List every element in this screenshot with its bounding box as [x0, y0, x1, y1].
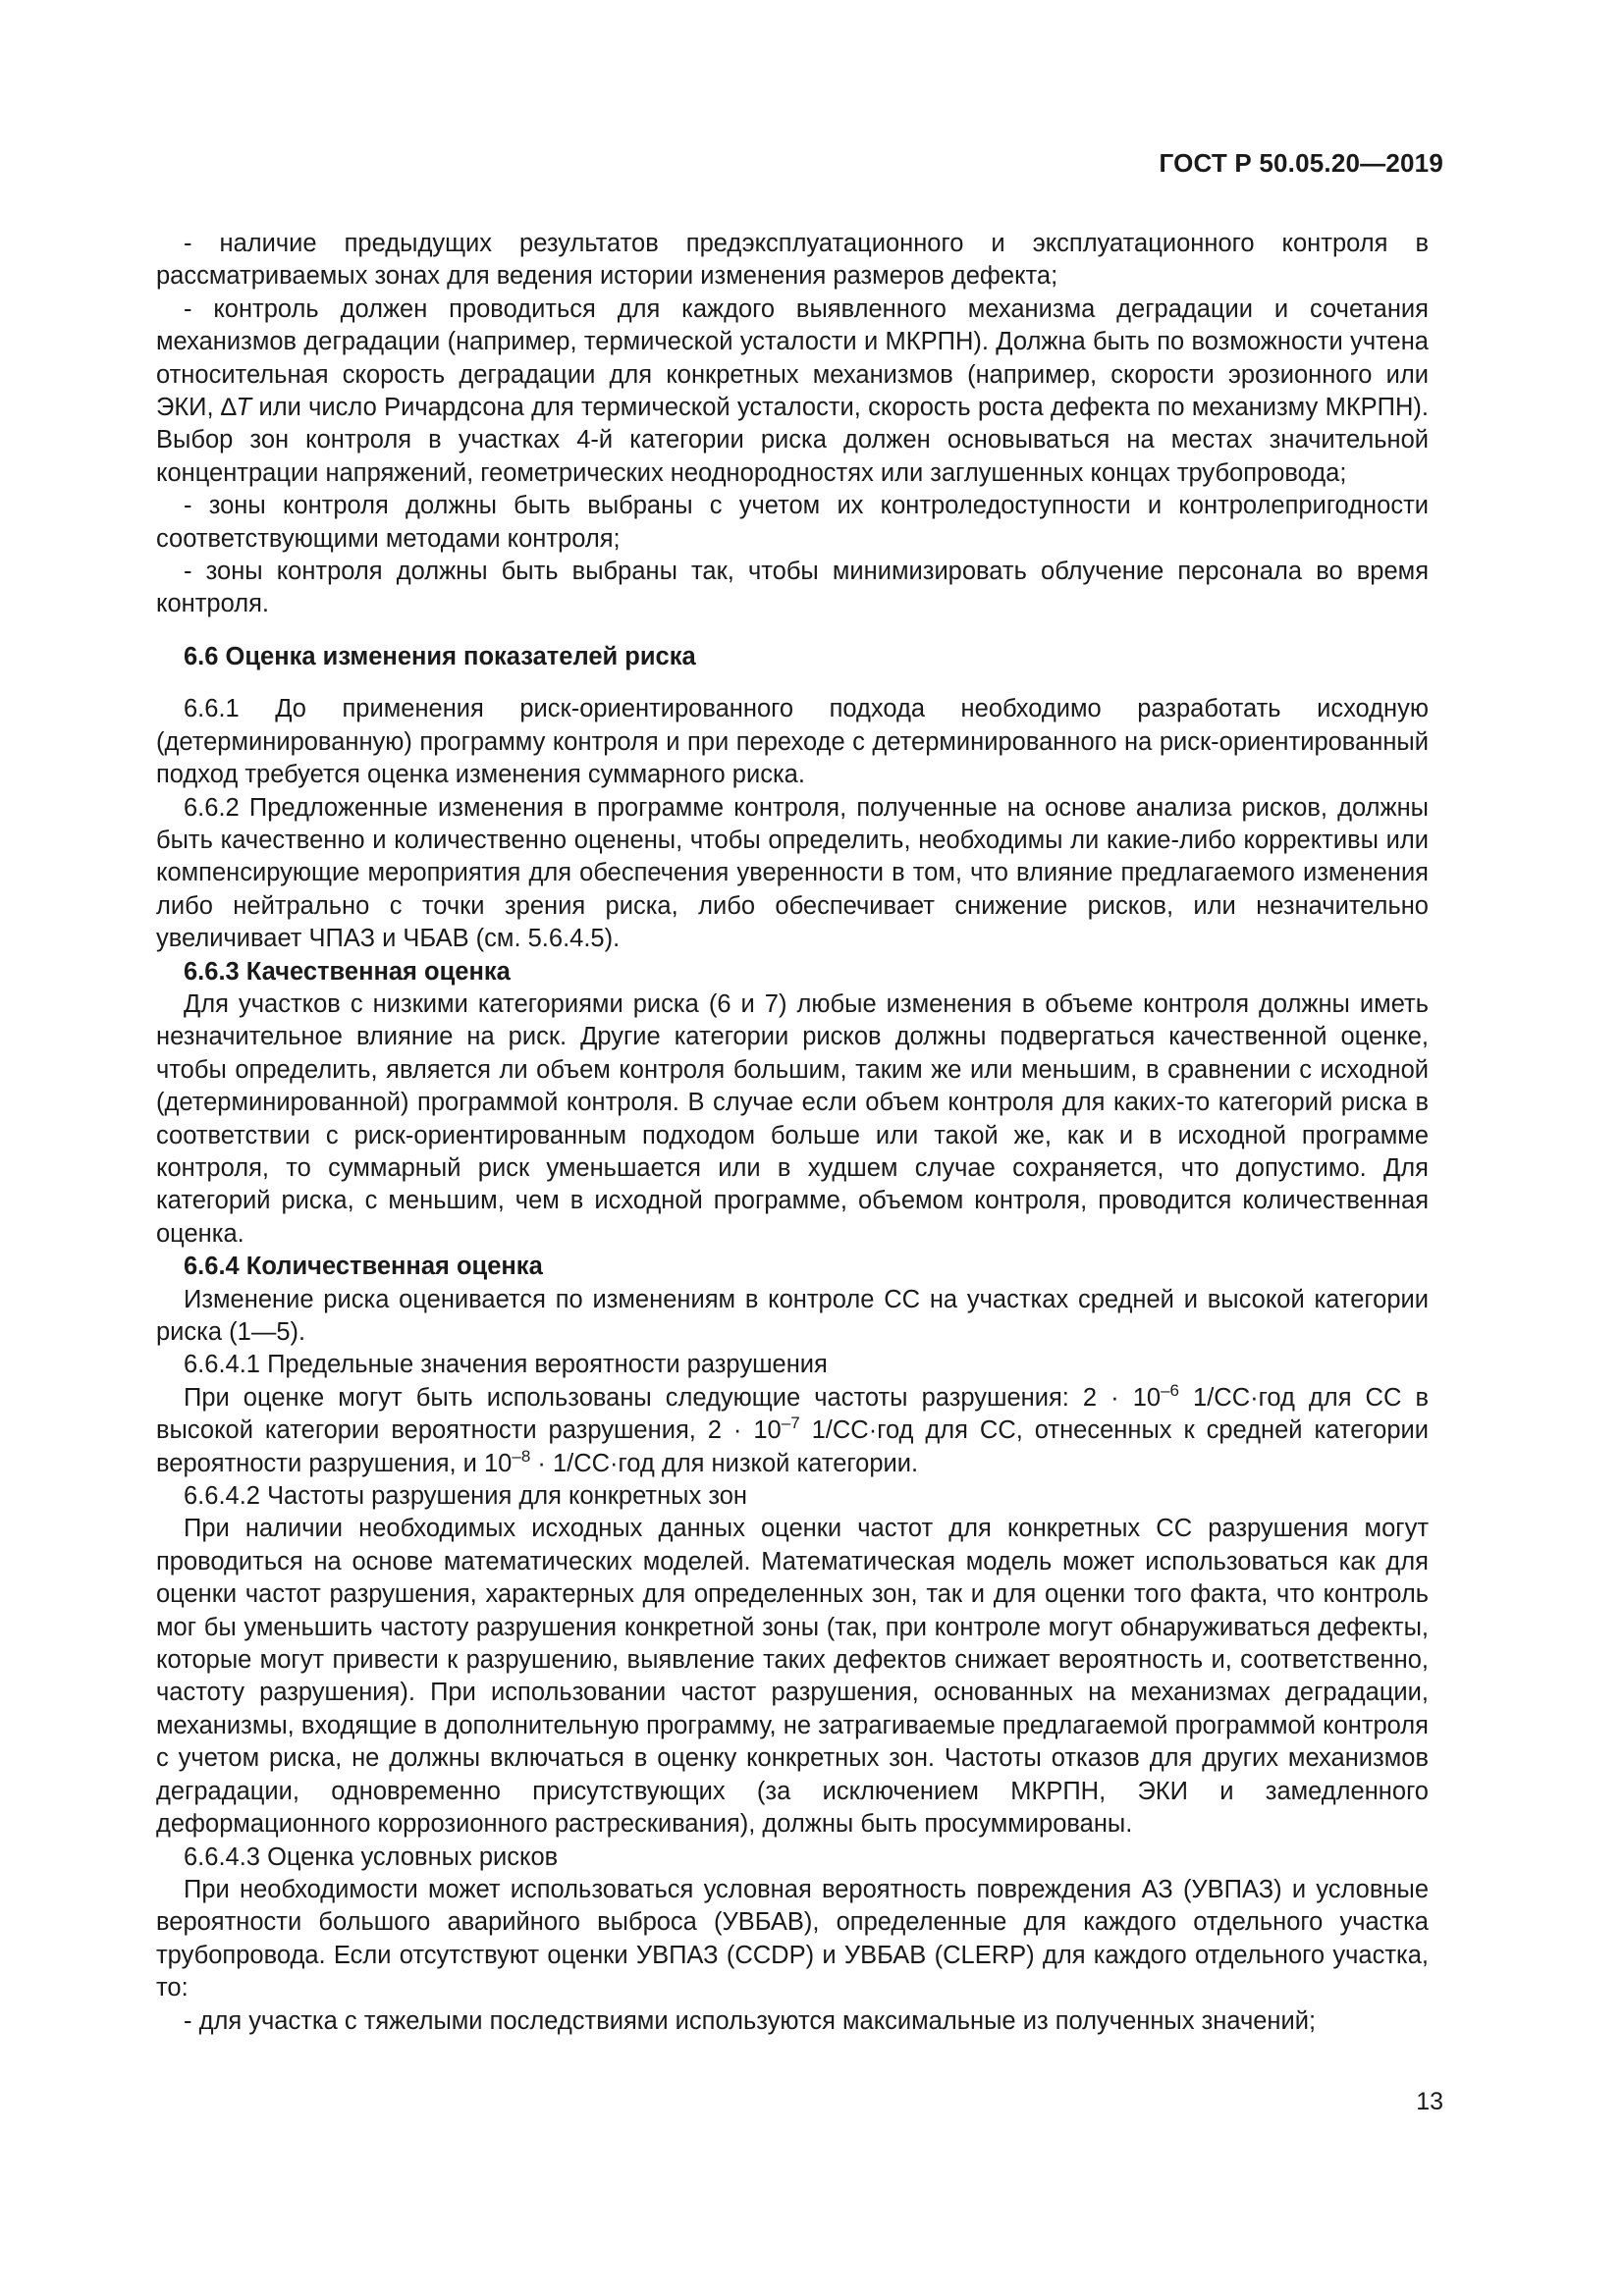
exponent: –7	[781, 1414, 800, 1433]
temperature-symbol: T	[236, 394, 252, 422]
list-item-zone-radiation: - зоны контроля должны быть выбраны так, чтобы минимизировать облучение персонала во время контроля.	[156, 558, 1429, 618]
paragraph-6-6-2: 6.6.2 Предложенные изменения в программе контроля, полученные на основе анализа рисков, должны быть качественно и количественно оценены, чтобы определить, необходимы ли какие-либо коррективы или компенсирующие мероприятия для обеспечения уверенности в том, что влияние предлагаемого изменения либо нейтрально с точки зрения риска, либо обеспечивает снижение рисков, или незначительно увеличивает ЧПАЗ и ЧБАВ (см. 5.6.4.5).	[156, 793, 1429, 953]
document-body	[156, 228, 1429, 2038]
delta-symbol: ∆	[220, 394, 237, 422]
list-item-severe-consequences: - для участка с тяжелыми последствиями используются максимальные из полученных значений;	[184, 2006, 1317, 2035]
text-fragment: или число Ричардсона для термической усталости, скорость роста дефекта по механизму МКРПН). Выбор зон контроля в участках 4-й категории риска должен основываться на местах значительной концентрации напряжений, геометрических неоднородностях или заглушенных концах трубопровода;	[156, 394, 1430, 487]
section-heading-6-6-4: 6.6.4 Количественная оценка	[184, 1253, 543, 1281]
text-fragment: - контроль должен проводиться для каждого выявленного механизма деградации и сочетания механизмов деградации (например, термической усталости и МКРПН). Должна быть по возможности учтена относительная скорость деградации для конкретных механизмов (например, скорости эрозионного или ЭКИ,	[156, 294, 1429, 422]
text-fragment: 1/СС·год для СС в высокой категории вероятности разрушения, 2 · 10	[156, 1383, 1429, 1445]
paragraph-6-6-4-1	[156, 1382, 1429, 1480]
subsection-heading-6-6-4-1: 6.6.4.1 Предельные значения вероятности разрушения	[184, 1351, 828, 1379]
text-fragment: · 1/СС·год для низкой категории.	[530, 1449, 919, 1477]
exponent: –6	[1161, 1380, 1179, 1400]
list-item-degradation-control	[156, 294, 1429, 490]
exponent: –8	[512, 1446, 531, 1466]
paragraph-6-6-4: Изменение риска оценивается по изменениям в контроле СС на участках средней и высокой категории риска (1—5).	[156, 1285, 1429, 1346]
list-item-zone-accessibility: - зоны контроля должны быть выбраны с учетом их контроледоступности и контролепригодности соответствующими методами контроля;	[156, 492, 1429, 553]
paragraph-6-6-4-2: При наличии необходимых исходных данных оценки частот для конкретных СС разрушения могут проводиться на основе математических моделей. Математическая модель может использоваться как для оценки частот разрушения, характерных для определенных зон, так и для оценки того факта, что контроль мог бы уменьшить частоту разрушения конкретной зоны (так, при контроле могут обнаруживаться дефекты, которые могут привести к разрушению, выявление таких дефектов снижает вероятность и, соответственно, частоту разрушения). При использовании частот разрушения, основанных на механизмах деградации, механизмы, входящие в дополнительную программу, не затрагиваемые предлагаемой программой контроля с учетом риска, не должны включаться в оценку конкретных зон. Частоты отказов для других механизмов деградации, одновременно присутствующих (за исключением МКРПН, ЭКИ и замедленного деформационного коррозионного растрескивания), должны быть просуммированы.	[156, 1515, 1429, 1839]
page-number: 13	[1416, 2088, 1443, 2115]
paragraph-6-6-4-3: При необходимости может использоваться условная вероятность повреждения АЗ (УВПАЗ) и условные вероятности большого аварийного выброса (УВБАВ), определенные для каждого отдельного участка трубопровода. Если отсутствуют оценки УВПАЗ (CCDP) и УВБАВ (CLERP) для каждого отдельного участка, то:	[156, 1875, 1429, 2002]
paragraph-6-6-1: 6.6.1 До применения риск-ориентированного подхода необходимо разработать исходную (детерминированную) программу контроля и при переходе с детерминированного на риск-ориентированный подход требуется оценка изменения суммарного риска.	[156, 695, 1429, 789]
paragraph-6-6-3: Для участков с низкими категориями риска (6 и 7) любые изменения в объеме контроля должны иметь незначительное влияние на риск. Другие категории рисков должны подвергаться качественной оценке, чтобы определить, является ли объем контроля большим, таким же или меньшим, в сравнении с исходной (детерминированной) программой контроля. В случае если объем контроля для каких-то категорий риска в соответствии с риск-ориентированным подходом больше или такой же, как и в исходной программе контроля, то суммарный риск уменьшается или в худшем случае сохраняется, что допустимо. Для категорий риска, с меньшим, чем в исходной программе, объемом контроля, проводится количественная оценка.	[156, 989, 1429, 1248]
document-code-header: ГОСТ Р 50.05.20—2019	[1159, 148, 1443, 178]
section-heading-6-6-3: 6.6.3 Качественная оценка	[184, 957, 511, 986]
section-heading-6-6: 6.6 Оценка изменения показателей риска	[184, 642, 696, 670]
text-fragment: При оценке могут быть использованы следующие частоты разрушения: 2 · 10	[184, 1383, 1162, 1412]
subsection-heading-6-6-4-3: 6.6.4.3 Оценка условных рисков	[184, 1842, 559, 1871]
subsection-heading-6-6-4-2: 6.6.4.2 Частоты разрушения для конкретных зон	[184, 1482, 747, 1511]
text-fragment: 1/СС·год для СС, отнесенных к средней категории вероятности разрушения, и 10	[156, 1416, 1429, 1477]
list-item-prior-results: - наличие предыдущих результатов предэксплуатационного и эксплуатационного контроля в рассматриваемых зонах для ведения истории изменения размеров дефекта;	[156, 230, 1429, 291]
